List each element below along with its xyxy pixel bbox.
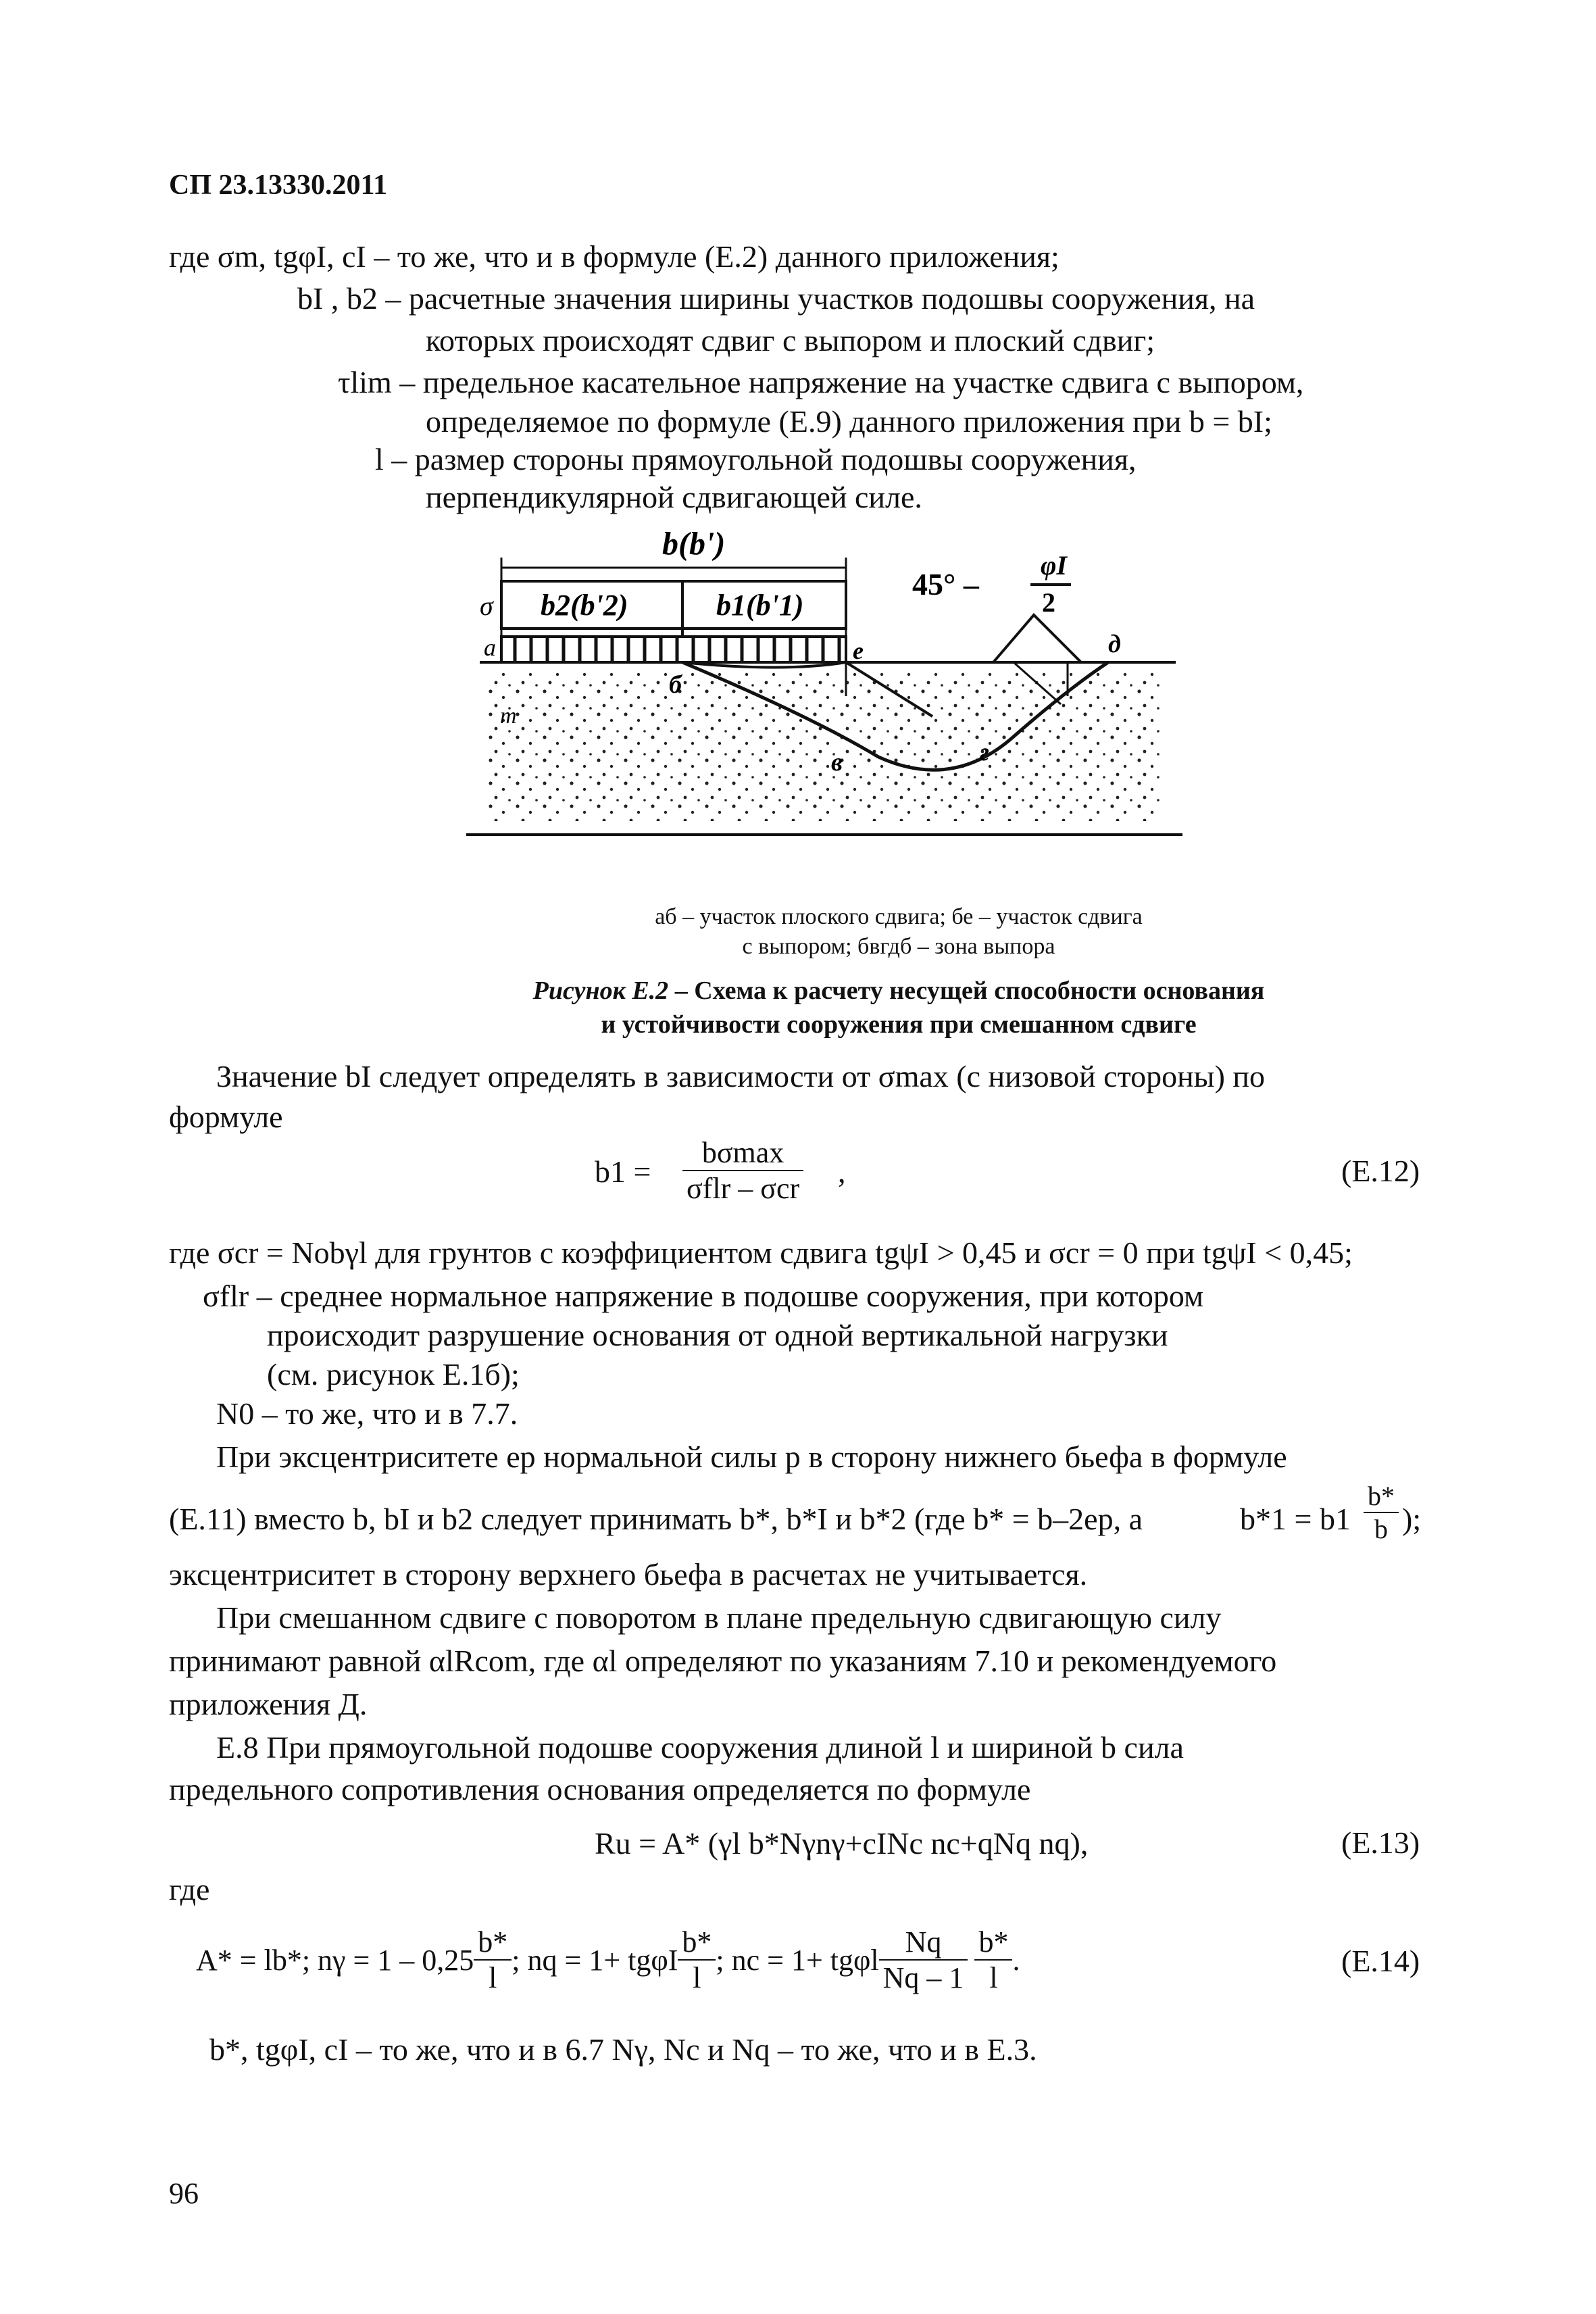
label-a: a — [484, 634, 496, 661]
where2-line2: σflr – среднее нормальное напряжение в подошве сооружения, при котором — [203, 1279, 1204, 1313]
eq12-tail: , — [838, 1154, 846, 1189]
where2-line3: происходит разрушение основания от одной вертикальной нагрузки — [267, 1318, 1168, 1352]
label-e: e — [853, 637, 864, 664]
eq14-number: (Е.14) — [1341, 1944, 1420, 1978]
eq12-fraction — [682, 1135, 803, 1206]
para2-fraction — [1364, 1480, 1399, 1545]
para2-tail: ); — [1402, 1502, 1422, 1536]
eq13-number: (Е.13) — [1341, 1825, 1420, 1860]
label-v: в — [831, 748, 843, 777]
eq14-part-a: A* = lb*; nγ = 1 – 0,25 — [196, 1943, 474, 1977]
para2-line2: (Е.11) вместо b, bI и b2 следует принимать b*, b*I и b*2 (где b* = b–2ep, а — [169, 1502, 1143, 1536]
label-sigma: σ — [480, 591, 493, 621]
label-two: 2 — [1042, 587, 1055, 618]
figure-caption-1: аб – участок плоского сдвига; бе – участок сдвига — [655, 904, 1143, 929]
eq14-b-num: b* — [678, 1925, 716, 1961]
eq14-tail: . — [1012, 1943, 1020, 1977]
page-number: 96 — [169, 2177, 199, 2210]
where-line-1: где σm, tgφI, cI – то же, что и в формуле (Е.2) данного приложения; — [169, 239, 1059, 274]
eq14-b-den: l — [693, 1961, 701, 1994]
figure-title-text: – Схема к расчету несущей способности основания — [668, 977, 1265, 1005]
shear-scheme-figure — [459, 527, 1189, 852]
eq14-c-den: Nq – 1 — [882, 1961, 964, 1994]
para2-line1: При эксцентриситете ep нормальной силы p в сторону нижнего бьефа в формуле — [216, 1439, 1287, 1474]
where-line-5: определяемое по формуле (Е.9) данного приложения при b = bI; — [426, 404, 1272, 439]
para2-numerator: b* — [1364, 1480, 1399, 1513]
eq14-d-den: l — [989, 1961, 998, 1994]
last-line: b*, tgφI, cI – то же, что и в 6.7 Nγ, Nc и Nq – то же, что и в Е.3. — [209, 2032, 1037, 2067]
where-line-6: l – размер стороны прямоугольной подошвы сооружения, — [375, 442, 1137, 476]
foundation-strip — [501, 637, 846, 662]
label-d: д — [1108, 630, 1121, 658]
para3-line3: приложения Д. — [169, 1687, 368, 1721]
label-phi: φI — [1041, 550, 1067, 581]
figure-caption-2: с выпором; бвгдб – зона выпора — [742, 934, 1055, 959]
eq14-a-den: l — [489, 1961, 497, 1994]
label-b-total: b(b') — [662, 527, 726, 562]
where2-line5: N0 – то же, что и в 7.7. — [216, 1396, 518, 1431]
para4-line2: предельного сопротивления основания определяется по формуле — [169, 1772, 1031, 1806]
para1-line1: Значение bI следует определять в зависимости от σmax (с низовой стороны) по — [216, 1059, 1266, 1093]
where-line-2: bI , b2 – расчетные значения ширины участков подошвы сооружения, на — [297, 281, 1255, 316]
para2-eq-lhs: b*1 = b1 — [1240, 1502, 1351, 1536]
foundation-hatch — [515, 638, 839, 662]
eq13: Ru = A* (γl b*Nγnγ+cINc nc+qNq nq), — [595, 1826, 1089, 1861]
para3-line1: При смешанном сдвиге с поворотом в плане предельную сдвигающую силу — [216, 1600, 1222, 1635]
label-g: г — [980, 738, 990, 766]
label-b-point: б — [669, 670, 682, 699]
para3-line2: принимают равной αlRcom, где αl определяют по указаниям 7.10 и рекомендуемого — [169, 1644, 1277, 1678]
label-t: т — [500, 704, 517, 729]
where3: где — [169, 1872, 210, 1906]
figure-title-prefix: Рисунок Е.2 — [532, 977, 669, 1005]
eq14-a-num: b* — [474, 1925, 512, 1961]
eq12-denominator: σflr – σcr — [687, 1172, 800, 1205]
figure-title-2: и устойчивости сооружения при смешанном сдвиге — [601, 1010, 1197, 1039]
angle-triangle — [993, 615, 1081, 662]
eq14 — [196, 1919, 1020, 2000]
figure-title-1 — [358, 976, 1439, 1006]
eq14-part-c: ; nc = 1+ tgφl — [716, 1943, 879, 1977]
para2-denominator: b — [1374, 1514, 1388, 1544]
document-header: СП 23.13330.2011 — [169, 170, 388, 201]
where2-line4: (см. рисунок Е.1б); — [267, 1357, 520, 1392]
label-b1: b1(b'1) — [716, 589, 804, 622]
where2-line1: где σcr = Nobγl для грунтов с коэффициентом сдвига tgψI > 0,45 и σcr = 0 при tgψI < 0,45; — [169, 1235, 1353, 1270]
eq14-part-b: ; nq = 1+ tgφI — [512, 1943, 678, 1977]
eq12-number: (Е.12) — [1341, 1154, 1420, 1188]
soil-stipple — [487, 672, 1162, 821]
para1-line2: формуле — [169, 1100, 283, 1134]
eq12-numerator: bσmax — [682, 1135, 803, 1171]
label-angle: 45° – — [912, 567, 979, 601]
para4-line1: Е.8 При прямоугольной подошве сооружения длиной l и шириной b сила — [216, 1730, 1184, 1765]
para2-line3: эксцентриситет в сторону верхнего бьефа в расчетах не учитывается. — [169, 1557, 1088, 1592]
eq14-d-num: b* — [974, 1925, 1012, 1961]
where-line-3: которых происходят сдвиг с выпором и плоский сдвиг; — [426, 323, 1155, 358]
eq12-lhs: b1 = — [595, 1154, 651, 1189]
where-line-7: перпендикулярной сдвигающей силе. — [426, 480, 922, 514]
where-line-4: τlim – предельное касательное напряжение на участке сдвига с выпором, — [338, 365, 1304, 399]
label-b2: b2(b'2) — [541, 589, 628, 622]
eq14-c-num: Nq — [879, 1925, 968, 1961]
